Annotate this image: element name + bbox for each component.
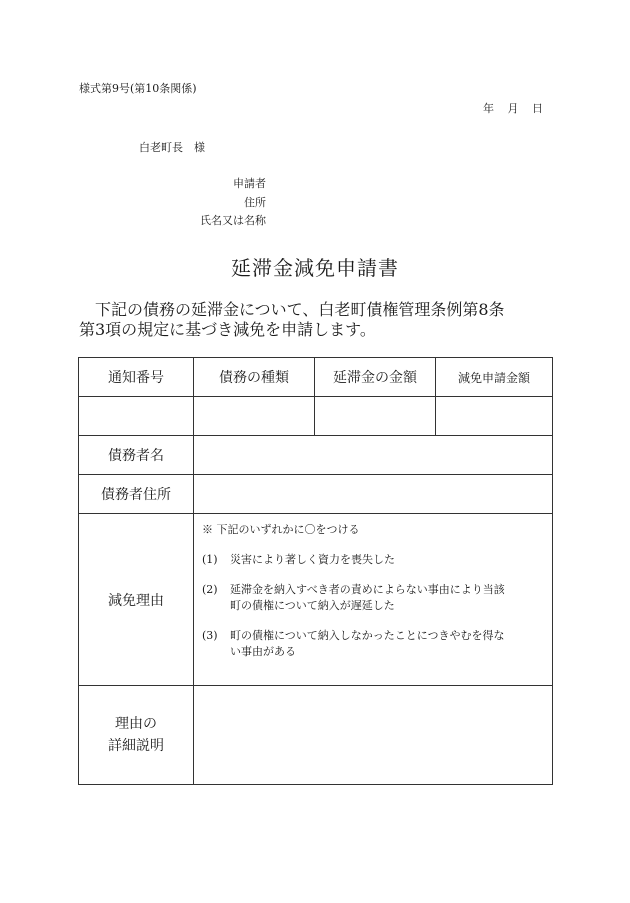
header-exemption-amount: 減免申請金額: [436, 358, 553, 397]
form-number: 様式第9号(第10条関係): [79, 82, 197, 95]
detail-explanation-field[interactable]: [194, 686, 553, 785]
addressee: 白老町長 様: [139, 141, 205, 154]
exemption-amount-field[interactable]: [436, 397, 553, 436]
debtor-address-label: 債務者住所: [79, 475, 194, 514]
date-line: 年 月 日: [483, 102, 543, 115]
intro-text: [79, 300, 559, 340]
reason-option-3[interactable]: (3) 町の債権について納入しなかったことにつきやむを得な い事由がある: [202, 629, 505, 658]
intro-line-1: 下記の債務の延滞金について、白老町債権管理条例第8条: [79, 300, 505, 319]
application-table: [78, 357, 553, 785]
reason-options: [194, 514, 553, 686]
debtor-name-label: 債務者名: [79, 436, 194, 475]
header-debt-type: 債務の種類: [194, 358, 315, 397]
applicant-label: 申請者: [233, 177, 266, 190]
applicant-name-label: 氏名又は名称: [200, 214, 266, 227]
reason-label: 減免理由: [79, 514, 194, 686]
debtor-name-field[interactable]: [194, 436, 553, 475]
intro-line-2: 第3項の規定に基づき減免を申請します。: [79, 320, 376, 339]
late-fee-amount-field[interactable]: [315, 397, 436, 436]
reason-option-2[interactable]: (2) 延滞金を納入すべき者の責めによらない事由により当該 町の債権について納入が遅延した: [202, 583, 505, 612]
debtor-address-field[interactable]: [194, 475, 553, 514]
reason-option-1[interactable]: (1) 災害により著しく資力を喪失した: [202, 553, 395, 566]
applicant-address-label: 住所: [244, 196, 266, 209]
header-notice-number: 通知番号: [79, 358, 194, 397]
detail-explanation-label: 理由の 詳細説明: [79, 686, 194, 785]
header-late-fee-amount: 延滞金の金額: [315, 358, 436, 397]
reason-instruction: ※ 下記のいずれかに〇をつける: [202, 523, 360, 536]
notice-number-field[interactable]: [79, 397, 194, 436]
debt-type-field[interactable]: [194, 397, 315, 436]
document-title: 延滞金減免申請書: [231, 256, 399, 280]
